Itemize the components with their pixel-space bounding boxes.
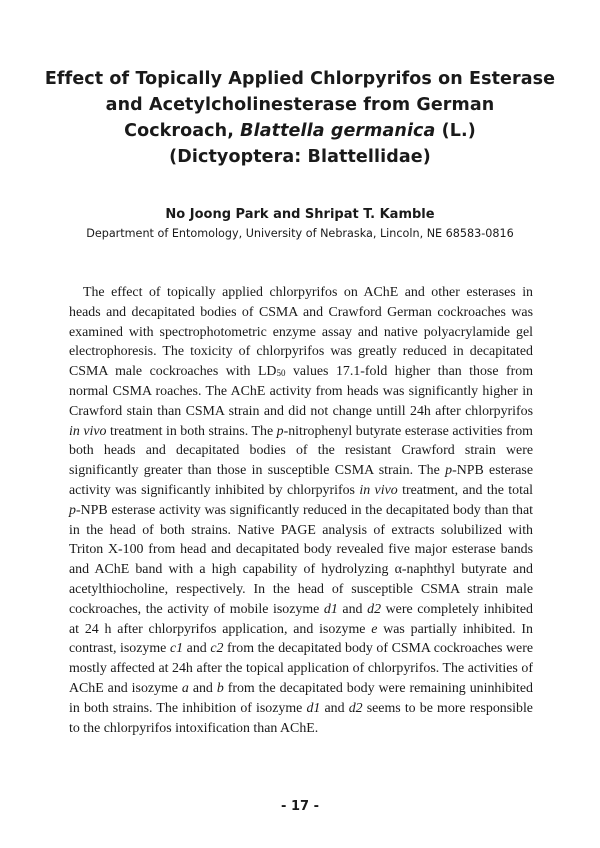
abstract-segment: and [183, 641, 211, 657]
isozyme-label: d2 [348, 700, 363, 716]
isozyme-label: d1 [306, 700, 321, 716]
para-prefix: p [276, 423, 284, 439]
title-line-2: and Acetylcholinesterase from German [105, 95, 495, 115]
affiliation: Department of Entomology, University of Nebraska, Lincoln, NE 68583-0816 [86, 227, 514, 240]
paper-title [40, 66, 560, 170]
para-prefix: p [69, 502, 76, 518]
abstract-segment: and [337, 601, 368, 617]
in-vivo-term: in vivo [359, 482, 398, 498]
page-number: - 17 - [281, 799, 319, 814]
isozyme-label: a [181, 680, 189, 696]
abstract-segment: seems to be more responsible to the chlorpyrifos intoxification than AChE. [69, 700, 533, 736]
species-name: Blattella germanica [240, 121, 436, 141]
abstract-segment: -NPB esterase activity was significantly inhibited by chlorpyrifos [69, 463, 534, 498]
abstract-text [69, 283, 533, 738]
title-line-4: (Dictyoptera: Blattellidae) [169, 147, 431, 167]
title-line-3-suffix: (L.) [441, 121, 476, 141]
title-line-1: Effect of Topically Applied Chlorpyrifos on Esterase [44, 69, 556, 89]
abstract-segment: -nitrophenyl butyrate esterase activities from both heads and decapitated bodies of the resistant Crawford strain were significantly greater than those in susceptible CSMA strain. The [69, 423, 533, 479]
isozyme-label: d2 [367, 601, 382, 617]
abstract-segment: treatment, and the total [397, 482, 533, 498]
isozyme-label: d1 [323, 601, 338, 617]
abstract-segment: treatment in both strains. The [106, 423, 277, 439]
isozyme-label: e [371, 621, 378, 637]
authors: No Joong Park and Shripat T. Kamble [165, 207, 435, 222]
abstract-segment: was partially inhibited. In contrast, isozyme [69, 621, 533, 657]
abstract-segment: The effect of topically applied chlorpyrifos on AChE and other esterases in heads and decapitated bodies of CSMA and Crawford German cockroaches was examined with spectrophotometric enzyme assay and native polyacrylamide gel electrophoresis. The toxicity of chlorpyrifos was greatly reduced in decapitated CSMA male cockroaches with LD [69, 285, 533, 380]
isozyme-label: c1 [169, 641, 184, 657]
para-prefix: p [445, 463, 453, 479]
abstract-segment: were completely inhibited at 24 h after chlorpyrifos application, and isozyme [69, 601, 533, 637]
title-line-3 [40, 118, 560, 144]
title-line-3-prefix: Cockroach, [124, 121, 234, 141]
isozyme-label: b [216, 680, 224, 696]
abstract-segment: from the decapitated body were remaining uninhibited in both strains. The inhibition of isozyme [69, 680, 533, 716]
in-vivo-term: in vivo [69, 423, 107, 439]
abstract-segment: from the decapitated body of CSMA cockroaches were mostly affected at 24h after the topical application of chlorpyrifos. The activities of AChE and isozyme [69, 641, 533, 696]
abstract-segment: -NPB esterase activity was significantly reduced in the decapitated body than that in the head of both strains. Native PAGE analysis of extracts solubilized with Triton X-100 from head and decapitated body revealed five major esterase bands and AChE band with a high capability of hydrolyzing α-naphthyl butyrate and acetylthiocholine, respectively. In the head of susceptible CSMA strain male cockroaches, the activity of mobile isozyme [69, 502, 533, 617]
abstract-segment: values 17.1-fold higher than those from normal CSMA roaches. The AChE activity from heads was significantly higher in Crawford stain than CSMA strain and did not change untill 24h after chlorpyrifos [69, 364, 534, 419]
ld50-subscript: 50 [276, 368, 286, 379]
isozyme-label: c2 [210, 641, 224, 657]
abstract-segment: and [320, 700, 349, 716]
abstract-segment: and [188, 680, 217, 696]
